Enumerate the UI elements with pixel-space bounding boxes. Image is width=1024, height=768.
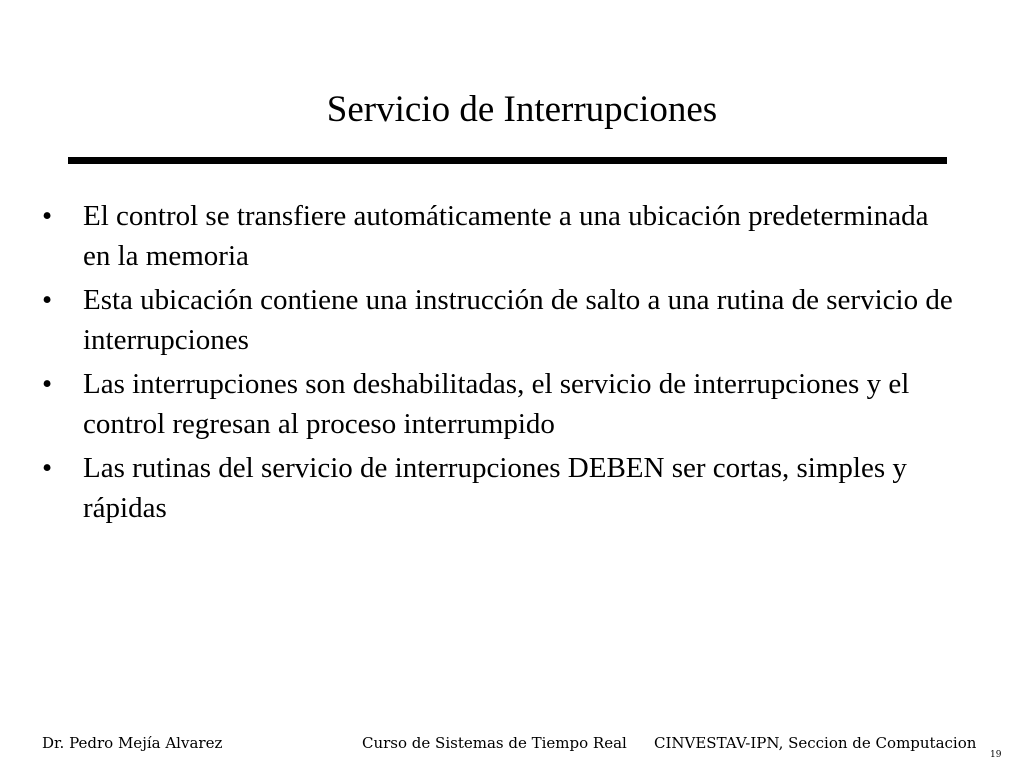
bullet-text: Esta ubicación contiene una instrucción de salto a una rutina de servicio de interrupciones <box>83 284 953 356</box>
bullet-list <box>42 196 962 532</box>
bullet-text: El control se transfiere automáticamente a una ubicación predeterminada en la memoria <box>83 200 929 272</box>
bullet-marker: • <box>42 452 53 484</box>
slide-title: Servicio de Interrupciones <box>326 89 718 130</box>
bullet-text: Las rutinas del servicio de interrupciones DEBEN ser cortas, simples y rápidas <box>83 452 907 524</box>
bullet-item <box>42 196 962 276</box>
bullet-item <box>42 364 962 444</box>
bullet-marker: • <box>42 200 53 232</box>
bullet-item <box>42 448 962 528</box>
bullet-item <box>42 280 962 360</box>
page-number: 19 <box>990 750 1002 760</box>
footer-author: Dr. Pedro Mejía Alvarez <box>42 734 223 752</box>
bullet-text: Las interrupciones son deshabilitadas, el servicio de interrupciones y el control regresan al proceso interrumpido <box>83 368 910 440</box>
bullet-marker: • <box>42 368 53 400</box>
bullet-marker: • <box>42 284 53 316</box>
title-underline <box>68 157 947 164</box>
footer-course: Curso de Sistemas de Tiempo Real <box>362 734 627 752</box>
footer-institution: CINVESTAV-IPN, Seccion de Computacion <box>654 734 977 752</box>
